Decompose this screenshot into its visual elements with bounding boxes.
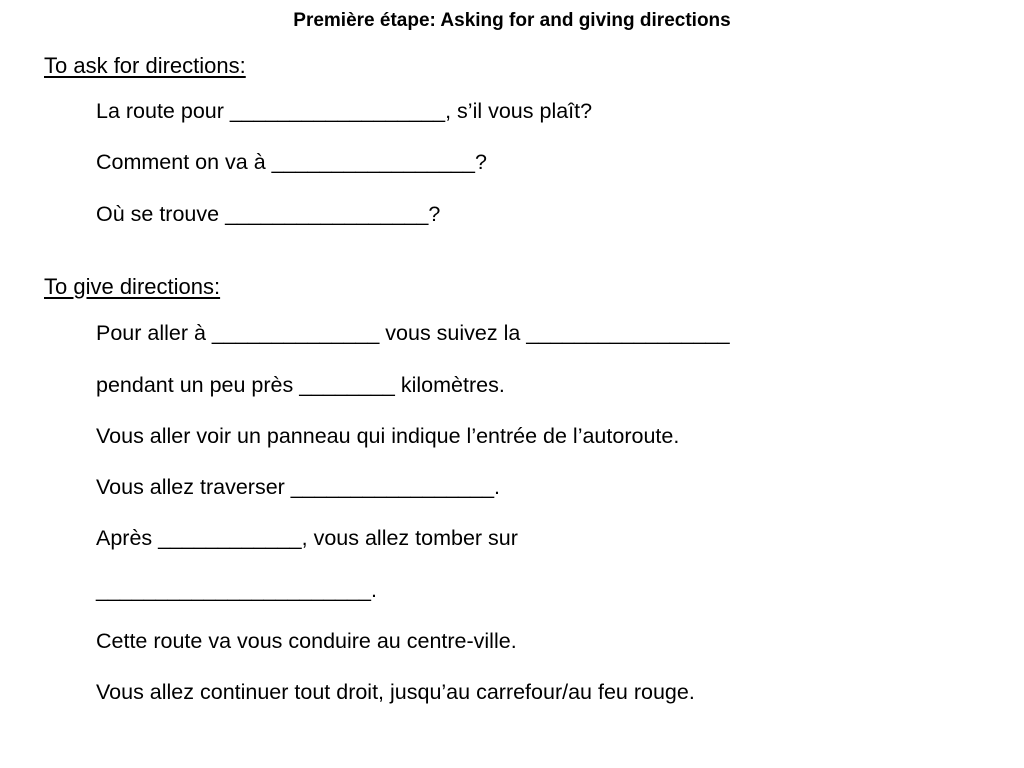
ask-line-ou: Où se trouve _________________? xyxy=(96,202,441,226)
give-line-blank: _______________________. xyxy=(96,578,377,602)
give-line-panneau: Vous aller voir un panneau qui indique l’entrée de l’autoroute. xyxy=(96,424,680,448)
slide-title: Première étape: Asking for and giving directions xyxy=(293,10,731,31)
give-line-pour-aller: Pour aller à ______________ vous suivez la _________________ xyxy=(96,321,730,345)
ask-line-route: La route pour __________________, s’il vous plaît? xyxy=(96,99,593,123)
give-directions-heading: To give directions: xyxy=(44,274,221,299)
give-line-pendant: pendant un peu près ________ kilomètres. xyxy=(96,373,505,397)
give-line-traverser: Vous allez traverser _________________. xyxy=(96,475,501,499)
give-line-tout-droit: Vous allez continuer tout droit, jusqu’au carrefour/au feu rouge. xyxy=(96,680,695,704)
ask-directions-heading: To ask for directions: xyxy=(44,53,246,78)
give-line-centre-ville: Cette route va vous conduire au centre-ville. xyxy=(96,629,517,653)
give-line-apres: Après ____________, vous allez tomber sur xyxy=(96,526,518,550)
ask-line-comment: Comment on va à _________________? xyxy=(96,150,487,174)
